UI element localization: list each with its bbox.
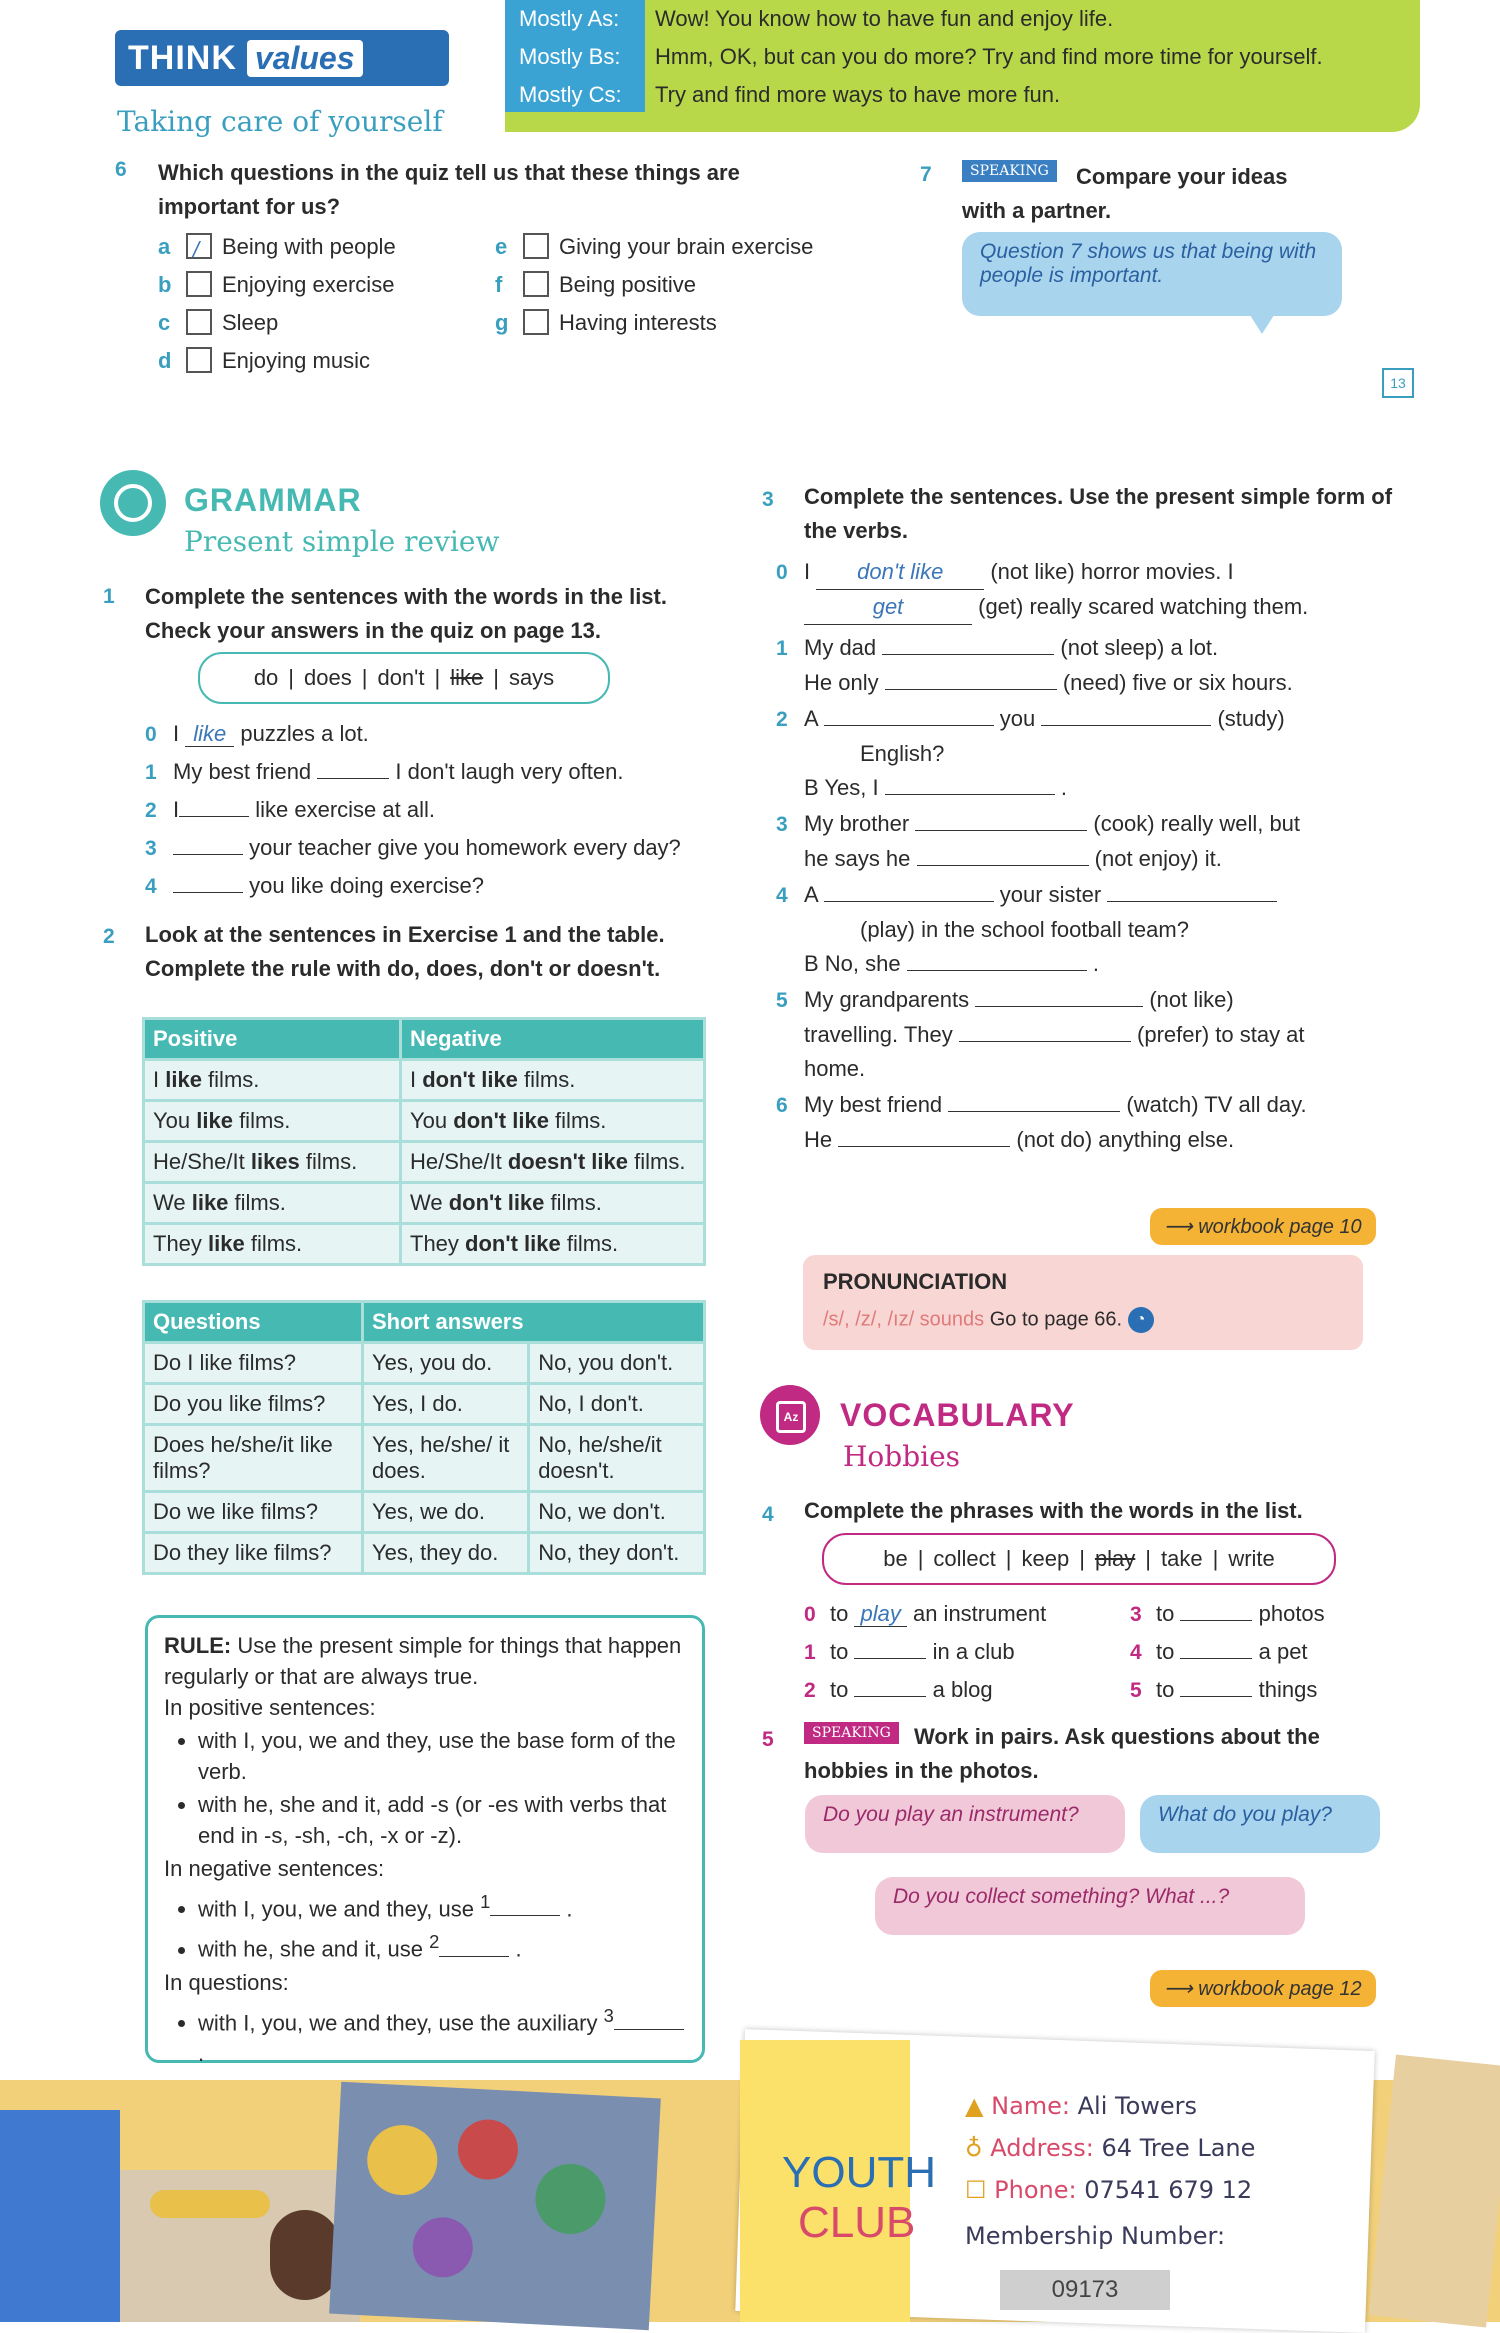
page-ref-box: 13	[1382, 368, 1414, 398]
think-subtitle: Taking care of yourself	[117, 105, 443, 138]
answer-blank[interactable]	[614, 2011, 684, 2030]
ex2-number: 2	[103, 925, 115, 948]
ex3-item-2: 2 A you (study)	[776, 706, 1285, 731]
answer-blank[interactable]	[1180, 1602, 1252, 1621]
answer-blank[interactable]	[1180, 1678, 1252, 1697]
speech-bubble: Do you play an instrument?	[805, 1795, 1125, 1853]
card-details: ▲ Name: Ali Towers ♁ Address: 64 Tree Lane ☐ Phone: 07541 679 12 Membership Number:	[965, 2092, 1256, 2250]
ex3-number: 3	[762, 488, 774, 511]
answer-blank[interactable]	[838, 1128, 1010, 1147]
ex3-items: 0 I don't like (not like) horror movies. I get (get) really scared watching them. 1 My dad (not sleep) a lot. He only (need) five or six hours. 2 A you (study) English? B Yes, I . 3 My brother (cook) really well, but he says he (not enjoy) it. 4 A your sister (play) in the school football team? B No, she . 5 My grandparents (not like) travelling. They (prefer) to stay at home. 6 My best friend (watch) TV all day. He (not do) anything else.	[804, 555, 1404, 1157]
think-values-logo	[115, 30, 449, 86]
arrow-icon: ⟶	[1164, 1216, 1199, 1238]
trumpet-photo	[120, 2170, 360, 2322]
answer-blank[interactable]	[1180, 1640, 1252, 1659]
row-text: Hmm, OK, but can you do more? Try and find more time for yourself.	[655, 44, 1323, 69]
ex6-list-right	[495, 228, 813, 342]
answer-blank[interactable]	[439, 1938, 509, 1957]
phone-icon: ☐	[965, 2176, 987, 2204]
table-row: You like films. You don't like films.	[145, 1102, 703, 1140]
ex4-items-left: 0 to play an instrument 1 to in a club 2 to a blog	[804, 1601, 1047, 1702]
table-row: They like films. They don't like films.	[145, 1225, 703, 1263]
table-row: He/She/It likes films. He/She/It doesn't like films.	[145, 1143, 703, 1181]
vocabulary-icon: Az	[760, 1385, 820, 1445]
vocabulary-title: VOCABULARY	[840, 1397, 1075, 1433]
membership-number: 09173	[1000, 2270, 1170, 2310]
club-label: CLUB	[798, 2198, 916, 2247]
table-row: Do you like films? Yes, I do. No, I don't.	[145, 1385, 703, 1423]
ex6-item: a/ Being with people	[158, 228, 396, 266]
speech-bubble: Question 7 shows us that being with people is important.	[962, 232, 1342, 316]
checkbox[interactable]	[186, 347, 212, 373]
ex6-item: c Sleep	[158, 310, 279, 335]
ex3-item-1: 1 My dad (not sleep) a lot.	[776, 635, 1219, 660]
grammar-icon	[100, 470, 166, 536]
ex1-number: 1	[103, 585, 115, 608]
youth-label: YOUTH	[782, 2148, 936, 2197]
ex5-text: Work in pairs. Ask questions about the hobbies in the photos.	[804, 1724, 1320, 1783]
speech-bubble: Do you collect something? What ...?	[875, 1877, 1305, 1935]
pronunciation-title: PRONUNCIATION	[823, 1269, 1008, 1294]
audio-icon[interactable]: ◔	[1128, 1307, 1154, 1333]
table-row: Do we like films? Yes, we do. No, we don't.	[145, 1493, 703, 1531]
ex6-number: 6	[115, 158, 127, 181]
arrow-icon: ⟶	[1164, 1978, 1199, 2000]
answer-blank[interactable]	[975, 988, 1143, 1007]
ex1-instruction: Complete the sentences with the words in the list. Check your answers in the quiz on page 13.	[145, 584, 667, 643]
ex1-item: 2 I like exercise at all.	[145, 797, 435, 822]
speech-bubble: What do you play?	[1140, 1795, 1380, 1853]
checkbox[interactable]	[523, 271, 549, 297]
ex4-number: 4	[762, 1503, 774, 1526]
answer-blank[interactable]	[885, 671, 1057, 690]
grammar-subtitle: Present simple review	[184, 525, 500, 558]
ex1-item: 1 My best friend I don't laugh very often.	[145, 759, 624, 784]
table-row: We like films. We don't like films.	[145, 1184, 703, 1222]
checkbox[interactable]	[186, 233, 212, 259]
row-text: Try and find more ways to have more fun.	[655, 82, 1061, 107]
answer-blank[interactable]	[959, 1023, 1131, 1042]
answer-blank[interactable]	[173, 836, 243, 855]
checkbox[interactable]	[523, 233, 549, 259]
ex3-instruction: Complete the sentences. Use the present simple form of the verbs.	[804, 484, 1393, 543]
ex2-instruction: Look at the sentences in Exercise 1 and the table. Complete the rule with do, does, don't or doesn't.	[145, 922, 665, 981]
positive-negative-table: Positive Negative I like films. I don't like films. You like films. You don't like films. He/She/It likes films. He/She/It doesn't like films. We like films. We don't like films. They like films. They don't like films.	[142, 1017, 706, 1266]
answer-blank[interactable]	[948, 1093, 1120, 1112]
table-row: Do they like films? Yes, they do. No, they don't.	[145, 1534, 703, 1572]
person-icon: ▲	[965, 2092, 984, 2120]
checkbox[interactable]	[186, 271, 212, 297]
ex1-item: 0 I like puzzles a lot.	[145, 721, 369, 746]
answer-blank[interactable]	[173, 874, 243, 893]
answer-blank[interactable]	[317, 760, 389, 779]
answer-blank[interactable]	[854, 1678, 926, 1697]
answer-blank[interactable]	[885, 776, 1055, 795]
ex7-text: Compare your ideas with a partner.	[962, 164, 1288, 223]
ex6-item: d Enjoying music	[158, 348, 370, 373]
row-text: Wow! You know how to have fun and enjoy life.	[655, 6, 1114, 31]
table-row: Does he/she/it like films? Yes, he/she/ it does. No, he/she/it doesn't.	[145, 1426, 703, 1490]
ex3-item-0: 0 I don't like (not like) horror movies. I	[804, 555, 1404, 590]
ex6-item: e Giving your brain exercise	[495, 234, 814, 259]
location-icon: ♁	[965, 2134, 983, 2162]
ex3-item-4: 4 A your sister	[804, 878, 1404, 913]
ex6-item: f Being positive	[495, 272, 696, 297]
ex4-instruction: Complete the phrases with the words in the list.	[804, 1498, 1303, 1523]
bubble-tail	[1248, 312, 1276, 334]
buttons-photo	[329, 2082, 661, 2330]
checkbox[interactable]	[523, 309, 549, 335]
vocabulary-subtitle: Hobbies	[843, 1440, 961, 1473]
ex3-item-6: 6 My best friend (watch) TV all day.	[776, 1092, 1307, 1117]
checkbox[interactable]	[186, 309, 212, 335]
answer-blank[interactable]	[907, 952, 1087, 971]
ex1-items	[145, 715, 681, 905]
ex1-item: 4 you like doing exercise?	[145, 873, 484, 898]
ex6-list-left	[158, 228, 396, 380]
ex4-items-right: 3 to photos 4 to a pet 5 to things	[1130, 1601, 1325, 1702]
rule-box: RULE: Use the present simple for things that happen regularly or that are always true. In positive sentences: • with I, you, we and they, use the base form of the verb. • with he, she and it, add -s (or -es with verbs that end in -s, -sh, -ch, -x or -z). In negative sentences: • with I, you, we and they, use $^1$ . • with he, she and it, use $^2$ . In questions: • with I, you, we and they, use the auxiliary $^3$ . •	[145, 1615, 705, 2063]
ex5-number: 5	[762, 1728, 774, 1751]
workbook-link[interactable]: ⟶ workbook page 10	[1150, 1208, 1376, 1245]
think-label: THINK	[128, 38, 237, 77]
answer-blank[interactable]	[824, 707, 994, 726]
table-row: I like films. I don't like films.	[145, 1061, 703, 1099]
ex6-item: b Enjoying exercise	[158, 272, 395, 297]
table-row: Do I like films? Yes, you do. No, you don't.	[145, 1344, 703, 1382]
row-label: Mostly Bs:	[519, 44, 621, 69]
grammar-title: GRAMMAR	[184, 482, 362, 518]
quiz-results	[505, 0, 1323, 114]
ex6-question: Which questions in the quiz tell us that these things are important for us?	[158, 160, 740, 219]
answer-blank[interactable]	[854, 1640, 926, 1659]
questions-table: Questions Short answers Do I like films? Yes, you do. No, you don't. Do you like films? Yes, I do. No, I don't. Does he/she/it like films? Yes, he/she/ it does. No, he/she/it doesn't. Do we like films? Yes, we do. No, we don't. Do they like films? Yes, they do. No, they don't.	[142, 1300, 706, 1575]
ex1-item: 3 your teacher give you homework every day?	[145, 835, 681, 860]
ex7-number: 7	[920, 163, 932, 186]
answer-blank[interactable]	[1107, 883, 1277, 902]
answer-blank[interactable]	[917, 847, 1089, 866]
photo-background	[0, 2110, 120, 2322]
answer-blank[interactable]	[882, 636, 1054, 655]
speaking-tag: SPEAKING	[804, 1722, 899, 1744]
answer-blank[interactable]	[1041, 707, 1211, 726]
pronunciation-box: PRONUNCIATION /s/, /z/, /ız/ sounds Go to page 66. ◔	[803, 1255, 1363, 1350]
answer-blank[interactable]	[915, 812, 1087, 831]
workbook-link[interactable]: ⟶ workbook page 12	[1150, 1970, 1376, 2007]
row-label: Mostly As:	[519, 6, 620, 31]
answer-blank[interactable]	[179, 798, 249, 817]
ex3-item-3: 3 My brother (cook) really well, but	[776, 811, 1301, 836]
ex3-item-5: 5 My grandparents (not like)	[776, 987, 1234, 1012]
row-label: Mostly Cs:	[519, 82, 622, 107]
answer-blank[interactable]	[490, 1897, 560, 1916]
answer-blank[interactable]	[824, 883, 994, 902]
values-label: values	[247, 40, 363, 77]
ex6-item: g Having interests	[495, 310, 717, 335]
word-list: be | collect | keep | play | take | write	[822, 1533, 1336, 1585]
speaking-tag: SPEAKING	[962, 160, 1057, 182]
word-list: do | does | don't | like | says	[198, 652, 610, 704]
